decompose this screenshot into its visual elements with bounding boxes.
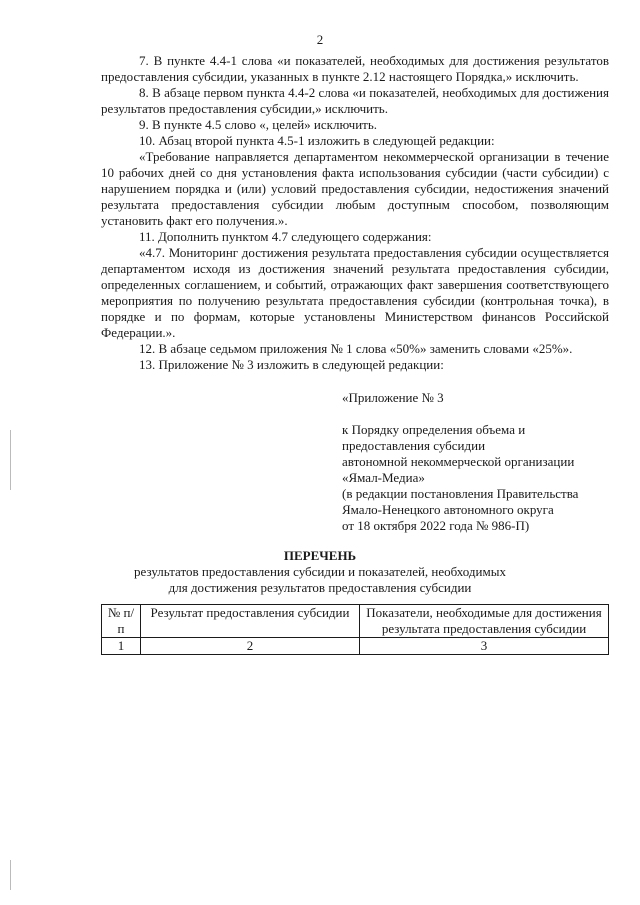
paragraph-7: 7. В пункте 4.4-1 слова «и показателей, необходимых для достижения результатов предоставления субсидии, указанных в пункте 2.12 настоящего Порядка,» исключить. [101,53,609,84]
list-subtitle-line: результатов предоставления субсидии и показателей, необходимых [134,564,506,579]
list-subtitle [0,564,640,596]
appendix-line: от 18 октября 2022 года № 986-П) [342,518,530,533]
paragraph-8: 8. В абзаце первом пункта 4.4-2 слова «и показателей, необходимых для достижения результатов предоставления субсидии,» исключить. [101,85,609,116]
header-result: Результат предоставления субсидии [141,605,360,638]
appendix-line: (в редакции постановления Правительства [342,486,579,501]
appendix-line: «Ямал-Медиа» [342,470,425,485]
appendix-line: к Порядку определения объема и [342,422,526,437]
paragraph-9: 9. В пункте 4.5 слово «, целей» исключить. [139,117,378,132]
quote-requirement: «Требование направляется департаментом некоммерческой организации в течение 10 рабочих дней со дня установления факта использования субсидии (части субсидии) с нарушением порядка и (или) условий предоставления субсидии, недостижения значений результата предоставления субсидии любым доступным способом, позволяющим установить факт его получения.». [101,149,609,228]
page-number: 2 [316,32,324,47]
paragraph-12: 12. В абзаце седьмом приложения № 1 слова «50%» заменить словами «25%». [139,341,573,356]
list-title: ПЕРЕЧЕНЬ [283,548,357,563]
table-header-row [102,605,609,638]
document-body [101,53,609,373]
paragraph-13: 13. Приложение № 3 изложить в следующей редакции: [139,357,444,372]
appendix-line: автономной некоммерческой организации [342,454,575,469]
table-numbering-row [102,638,609,655]
paragraph-10: 10. Абзац второй пункта 4.5-1 изложить в следующей редакции: [139,133,495,148]
appendix-title: «Приложение № 3 [342,390,444,405]
results-table [101,604,609,655]
list-subtitle-line: для достижения результатов предоставления субсидии [168,580,472,595]
column-number-cell: 2 [141,638,360,655]
appendix-line: предоставления субсидии [342,438,486,453]
scan-edge-mark [10,430,11,490]
scan-edge-mark [10,860,11,890]
paragraph-11: 11. Дополнить пунктом 4.7 следующего содержания: [139,229,432,244]
appendix-header [342,390,612,534]
header-number: № п/п [102,605,141,638]
header-indicators: Показатели, необходимые для достижения результата предоставления субсидии [360,605,609,638]
column-number-cell: 3 [360,638,609,655]
appendix-line: Ямало-Ненецкого автономного округа [342,502,554,517]
quote-monitoring: «4.7. Мониторинг достижения результата предоставления субсидии осуществляется департаментом исходя из достижения значений результата предоставления субсидии, определенных соглашением, и событий, отражающих факт завершения соответствующего мероприятия по получению результата предоставления субсидии (контрольная точка), в порядке и по формам, которые установлены Министерством финансов Российской Федерации.». [101,245,609,340]
column-number-cell: 1 [102,638,141,655]
